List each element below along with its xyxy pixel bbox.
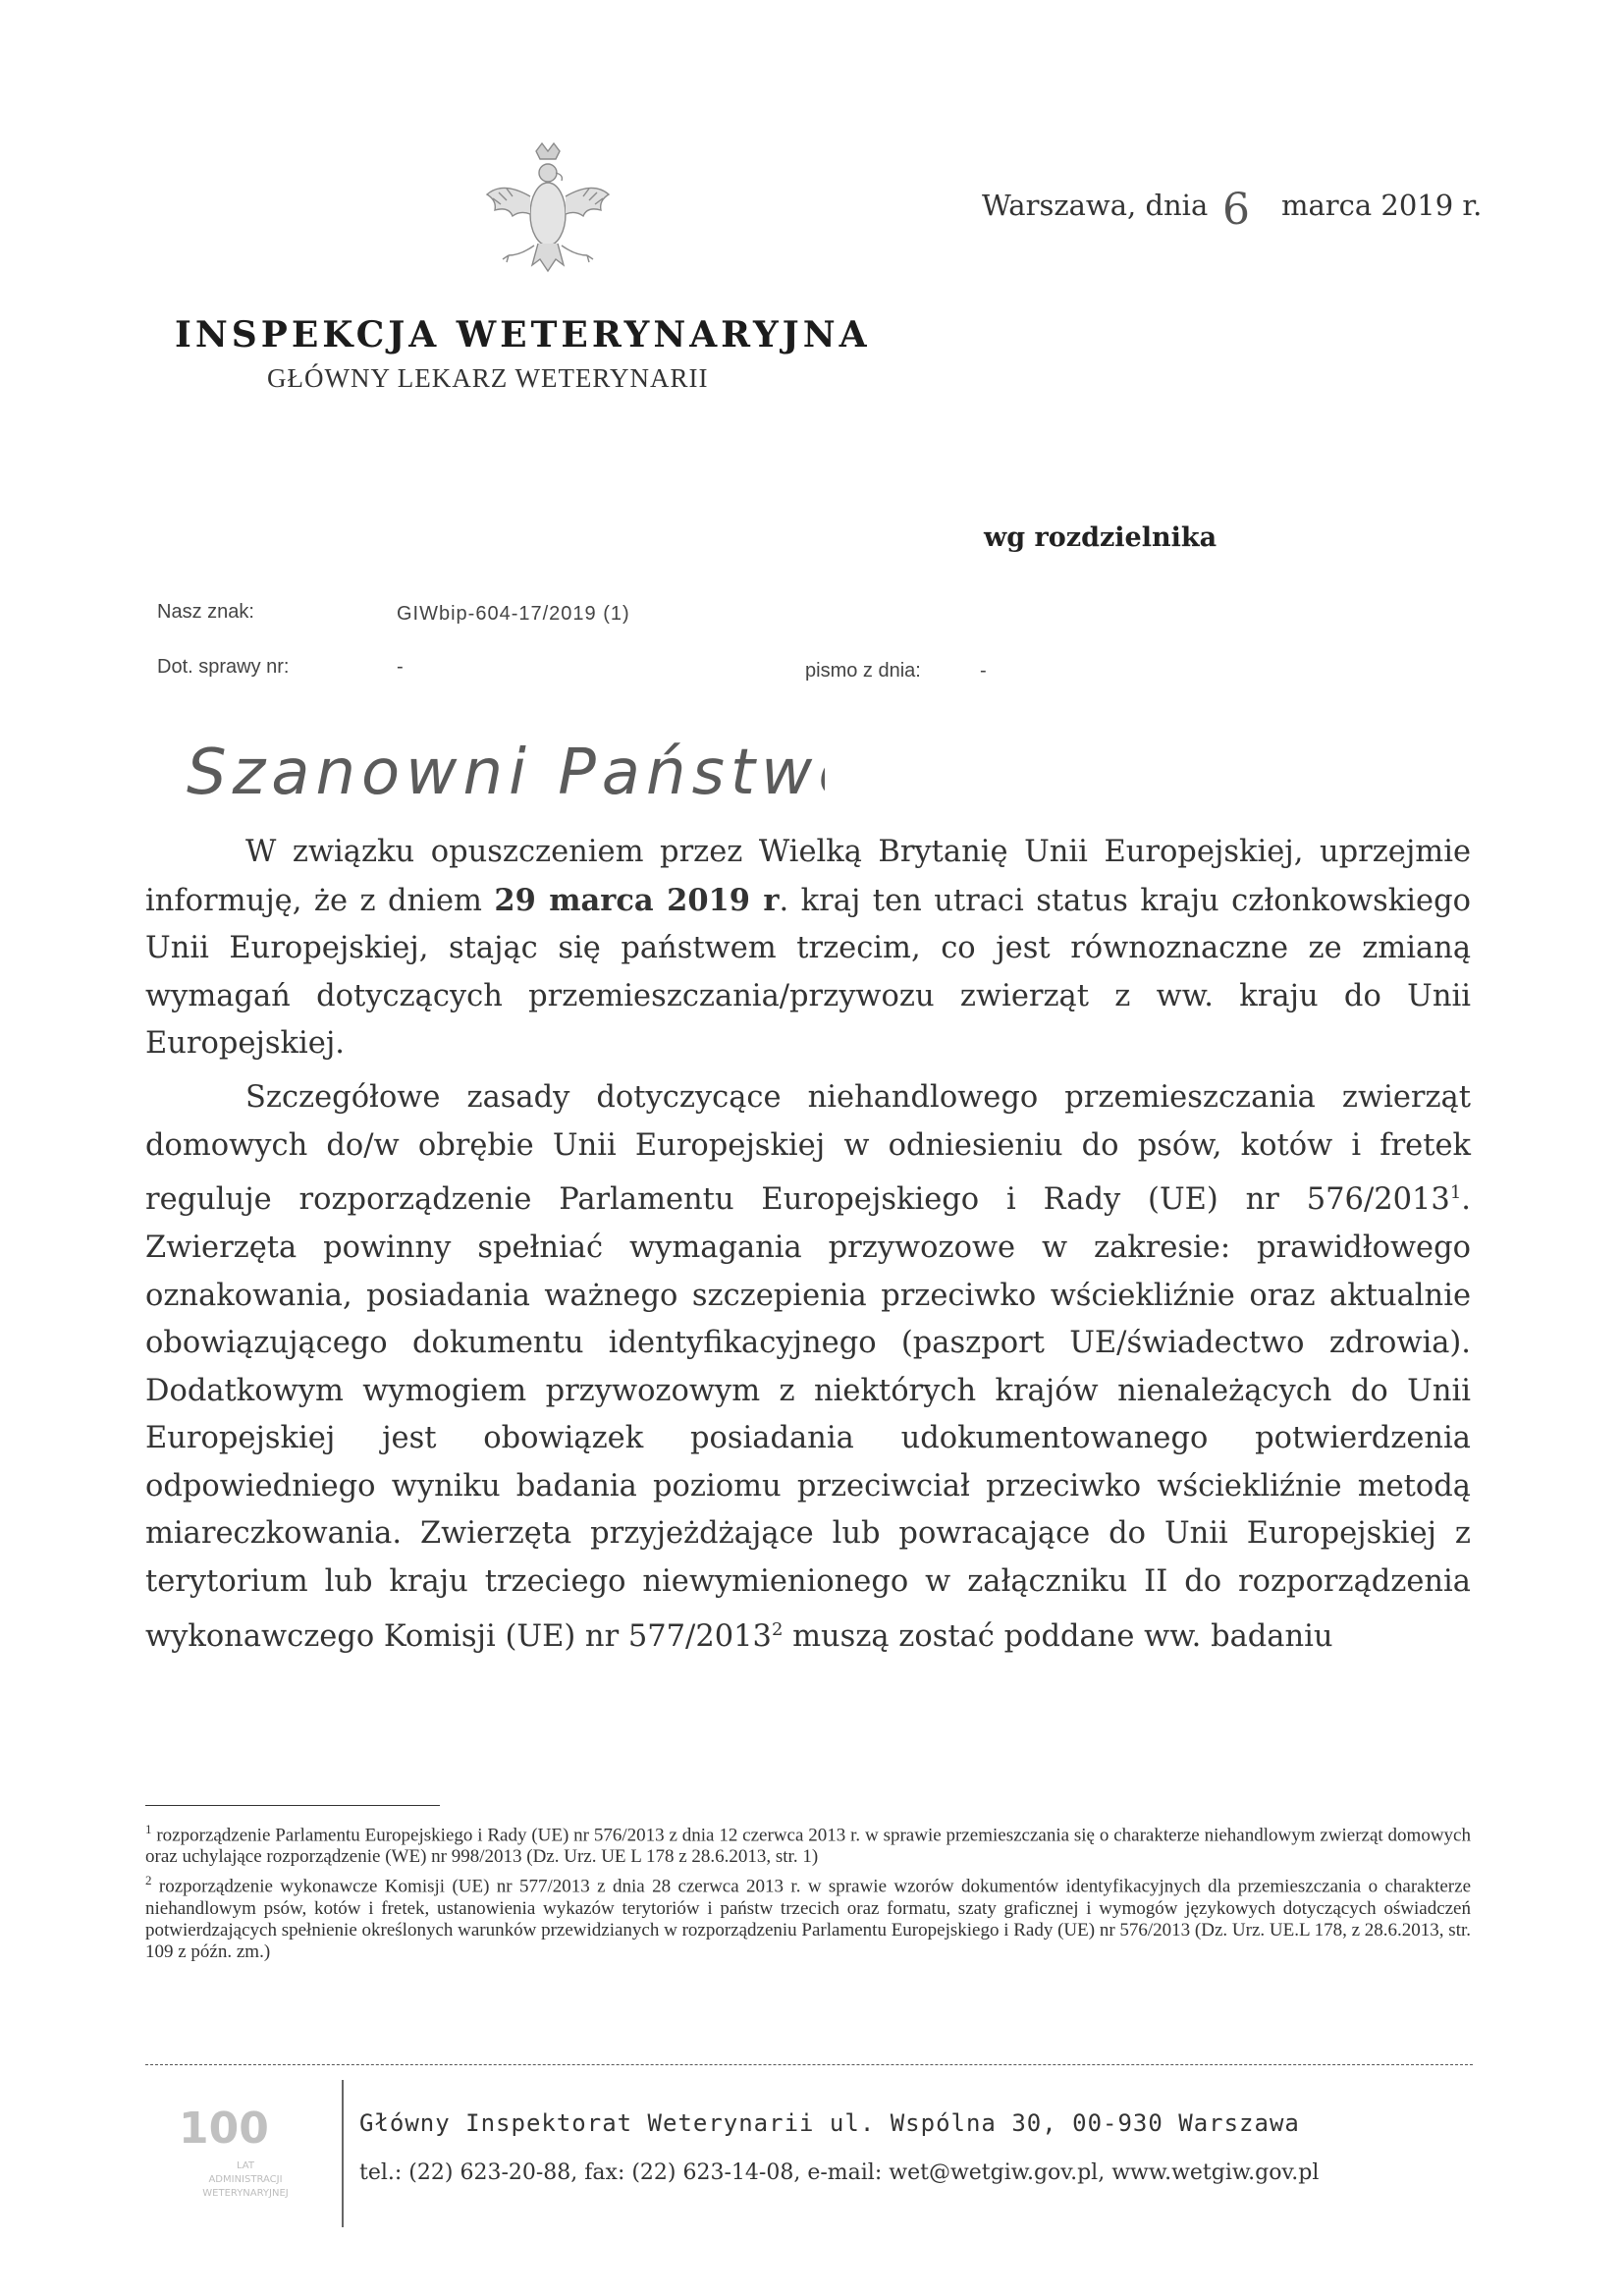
footnote-2-text: rozporządzenie wykonawcze Komisji (UE) nr 577/2013 z dnia 28 czerwca 2013 r. w sprawie wzorów dokumentów identyfikacyjnych dla przemieszczania o charakterze niehandlowym psów, kotów i fretek, ustanowienia wykazów terytoriów i państw trzecich oraz formatu, szaty graficznej i wymogów językowych dotyczących oświadczeń potwierdzających spełnienie określonych warunków przewidzianych w rozporządzeniu Parlamentu Europejskiego i Rady (UE) nr 576/2013 (Dz. Urz. UE.L 178, z 28.6.2013, str. 109 z późn. zm.)	[145, 1876, 1472, 1962]
handwritten-greeting	[177, 717, 825, 825]
logo-number: 100	[179, 2104, 269, 2154]
our-ref-value: GIWbip-604-17/2019 (1)	[397, 603, 630, 625]
date-suffix: marca 2019 r.	[1281, 189, 1483, 222]
logo-text-1: LAT	[237, 2160, 254, 2171]
paragraph-2-text-c: muszą zostać poddane ww. badaniu	[783, 1618, 1333, 1654]
greeting-text: Szanowni Państwo!	[187, 737, 825, 809]
footnote-1	[145, 1819, 1471, 1868]
footnote-separator	[145, 1805, 440, 1806]
footer-vertical-divider	[342, 2080, 344, 2227]
our-ref-label: Nasz znak:	[157, 601, 254, 623]
footnote-ref-1: 1	[1449, 1182, 1462, 1204]
footer-dashed-divider	[145, 2064, 1473, 2065]
footer-address: Główny Inspektorat Weterynarii ul. Wspólna 30, 00-930 Warszawa	[359, 2109, 1300, 2137]
footnotes	[145, 1819, 1471, 1965]
footnote-2-mark: 2	[145, 1873, 152, 1888]
logo-text-3: WETERYNARYJNEJ	[202, 2188, 289, 2199]
organization-subtitle: GŁÓWNY LEKARZ WETERYNARII	[267, 363, 709, 393]
paragraph-2-text-a: Szczegółowe zasady dotyczycące niehandlowego przemieszczania zwierząt domowych do/w obrębie Unii Europejskiej w odniesieniu do psów, kotów i fretek reguluje rozporządzenie Parlamentu Europejskiego i Rady (UE) nr 576/2013	[145, 1079, 1471, 1218]
date-prefix: Warszawa, dnia	[982, 189, 1209, 222]
footer-contact: tel.: (22) 623-20-88, fax: (22) 623-14-08, e-mail: wet@wetgiw.gov.pl, www.wetgiw.gov.pl	[359, 2160, 1320, 2185]
letter-date-label: pismo z dnia:	[805, 660, 921, 682]
recipient: wg rozdzielnika	[984, 522, 1217, 553]
footnote-1-text: rozporządzenie Parlamentu Europejskiego i Rady (UE) nr 576/2013 z dnia 12 czerwca 2013 r. w sprawie przemieszczania się o charakterze niehandlowym zwierząt domowych oraz uchylające rozporządzenie (WE) nr 998/2013 (Dz. Urz. UE L 178 z 28.6.2013, str. 1)	[145, 1825, 1471, 1868]
100-lat-logo-icon	[167, 2092, 324, 2210]
paragraph-1-text-b: . kraj ten utraci status kraju członkowskiego Unii Europejskiej, stając się państwem trzecim, co jest równoznaczne ze zmianą wymagań dotyczących przemieszczania/przywozu zwierząt z ww. kraju do Unii Europejskiej.	[145, 883, 1471, 1062]
paragraph-2-text-b: . Zwierzęta powinny spełniać wymagania przywozowe w zakresie: prawidłowego oznakowania, posiadania ważnego szczepienia przeciwko wściekliźnie oraz aktualnie obowiązującego dokumentu identyfikacyjnego (paszport UE/świadectwo zdrowia). Dodatkowym wymogiem przywozowym z niektórych krajów nienależących do Unii Europejskiej jest obowiązek posiadania udokumentowanego potwierdzenia odpowiedniego wyniku badania poziomu przeciwciał przeciwko wściekliźnie metodą miareczkowania. Zwierzęta przyjeżdżające lub powracające do Unii Europejskiej z terytorium lub kraju trzeciego niewymienionego w załączniku II do rozporządzenia wykonawczego Komisji (UE) nr 577/2013	[145, 1182, 1471, 1654]
letter-body	[145, 823, 1471, 1661]
date-day-handwritten: 6	[1222, 185, 1250, 235]
organization-name: INSPEKCJA WETERYNARYJNA	[175, 314, 871, 355]
polish-eagle-emblem-icon	[469, 137, 626, 295]
paragraph-1	[145, 829, 1471, 1068]
paragraph-2	[145, 1074, 1471, 1661]
footnote-ref-2: 2	[771, 1618, 784, 1640]
paragraph-1-text-a: W związku opuszczeniem przez Wielką Brytanię Unii Europejskiej, uprzejmie informuję, że z dniem	[145, 835, 1471, 918]
logo-text-2: ADMINISTRACJI	[208, 2174, 283, 2185]
footnote-2	[145, 1870, 1471, 1962]
paragraph-1-bold-date: 29 marca 2019 r	[494, 882, 780, 918]
case-number-label: Dot. sprawy nr:	[157, 656, 290, 678]
case-number-value: -	[397, 656, 405, 678]
letter-date-value: -	[980, 660, 988, 682]
footnote-1-mark: 1	[145, 1822, 152, 1836]
